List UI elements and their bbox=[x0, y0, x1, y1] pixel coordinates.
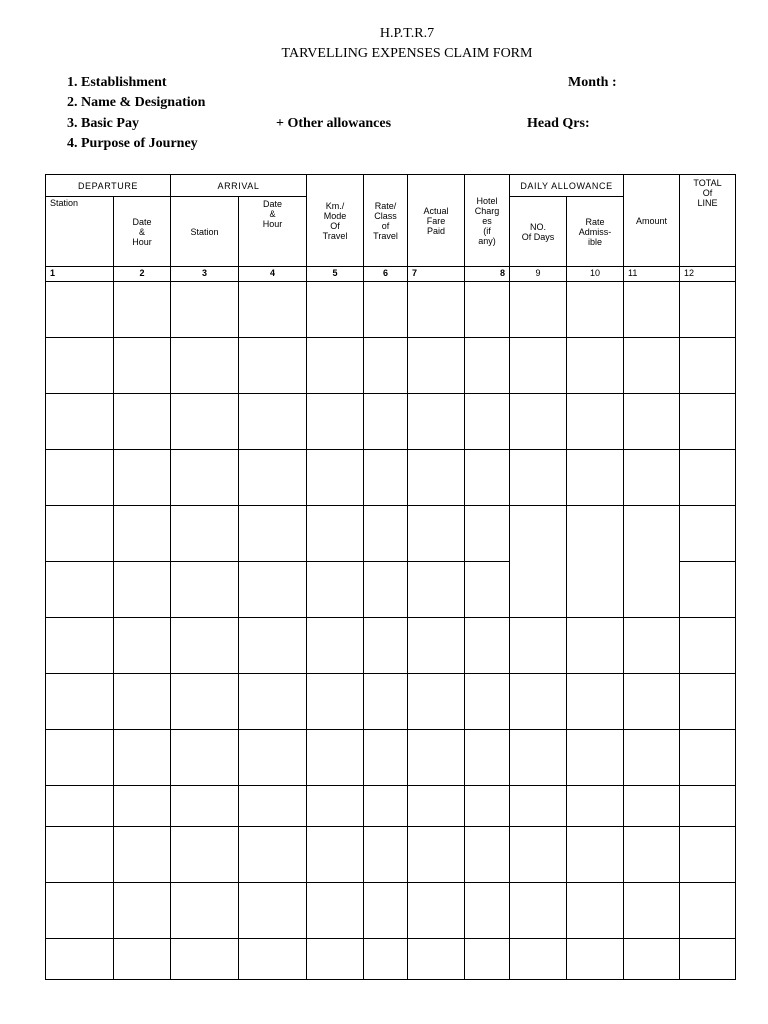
departure-date-hour-header: Date & Hour bbox=[114, 197, 171, 267]
entry-cell[interactable] bbox=[239, 827, 307, 883]
entry-cell[interactable] bbox=[624, 618, 680, 674]
form-code: H.P.T.R.7 bbox=[379, 26, 435, 41]
entry-cell[interactable] bbox=[171, 786, 239, 827]
entry-cell[interactable] bbox=[171, 730, 239, 786]
entry-cell[interactable] bbox=[364, 450, 408, 506]
entry-cell[interactable] bbox=[364, 338, 408, 394]
entry-cell[interactable] bbox=[510, 282, 567, 338]
entry-cell[interactable] bbox=[171, 282, 239, 338]
entry-cell[interactable] bbox=[171, 562, 239, 618]
entry-cell[interactable] bbox=[307, 282, 364, 338]
entry-cell[interactable] bbox=[567, 786, 624, 827]
entry-cell[interactable] bbox=[567, 562, 624, 618]
entry-cell[interactable] bbox=[46, 827, 114, 883]
entry-cell[interactable] bbox=[307, 786, 364, 827]
entry-cell[interactable] bbox=[624, 730, 680, 786]
entry-cell[interactable] bbox=[624, 939, 680, 980]
entry-cell[interactable] bbox=[624, 338, 680, 394]
entry-cell[interactable] bbox=[680, 786, 736, 827]
entry-row bbox=[46, 450, 736, 506]
entry-cell[interactable] bbox=[307, 827, 364, 883]
entry-cell[interactable] bbox=[307, 939, 364, 980]
entry-cell[interactable] bbox=[46, 674, 114, 730]
entry-cell[interactable] bbox=[567, 674, 624, 730]
entry-cell[interactable] bbox=[239, 562, 307, 618]
column-number: 12 bbox=[680, 267, 736, 282]
departure-header: DEPARTURE bbox=[46, 175, 171, 197]
entry-cell[interactable] bbox=[364, 562, 408, 618]
entry-cell[interactable] bbox=[307, 506, 364, 562]
entry-cell[interactable] bbox=[680, 394, 736, 450]
column-number: 7 bbox=[408, 267, 465, 282]
entry-rows bbox=[46, 282, 736, 980]
entry-cell[interactable] bbox=[239, 450, 307, 506]
entry-cell[interactable] bbox=[364, 282, 408, 338]
entry-cell[interactable] bbox=[465, 562, 510, 618]
entry-cell[interactable] bbox=[364, 506, 408, 562]
entry-cell[interactable] bbox=[510, 618, 567, 674]
entry-cell[interactable] bbox=[624, 562, 680, 618]
head-qrs-label: Head Qrs: bbox=[527, 116, 590, 131]
entry-cell[interactable] bbox=[239, 506, 307, 562]
entry-cell[interactable] bbox=[680, 827, 736, 883]
entry-row bbox=[46, 883, 736, 939]
arrival-station-header: Station bbox=[171, 197, 239, 267]
column-number: 1 bbox=[46, 267, 114, 282]
entry-cell[interactable] bbox=[624, 786, 680, 827]
entry-cell[interactable] bbox=[364, 883, 408, 939]
entry-row bbox=[46, 730, 736, 786]
rate-class-header: Rate/ Class of Travel bbox=[364, 175, 408, 267]
entry-cell[interactable] bbox=[680, 450, 736, 506]
establishment-label: 1. Establishment bbox=[67, 75, 167, 90]
entry-cell[interactable] bbox=[567, 883, 624, 939]
entry-cell[interactable] bbox=[171, 450, 239, 506]
entry-cell[interactable] bbox=[680, 562, 736, 618]
entry-cell[interactable] bbox=[510, 394, 567, 450]
arrival-header: ARRIVAL bbox=[171, 175, 307, 197]
hotel-charges-header: Hotel Charg es (if any) bbox=[465, 175, 510, 267]
entry-cell[interactable] bbox=[114, 338, 171, 394]
entry-cell[interactable] bbox=[114, 450, 171, 506]
entry-row bbox=[46, 618, 736, 674]
entry-cell[interactable] bbox=[680, 674, 736, 730]
entry-cell[interactable] bbox=[307, 562, 364, 618]
entry-cell[interactable] bbox=[408, 506, 465, 562]
entry-cell[interactable] bbox=[465, 450, 510, 506]
entry-cell[interactable] bbox=[114, 506, 171, 562]
entry-row bbox=[46, 786, 736, 827]
entry-cell[interactable] bbox=[408, 450, 465, 506]
entry-cell[interactable] bbox=[680, 730, 736, 786]
entry-cell[interactable] bbox=[408, 939, 465, 980]
entry-cell[interactable] bbox=[171, 618, 239, 674]
column-number: 3 bbox=[171, 267, 239, 282]
entry-cell[interactable] bbox=[465, 730, 510, 786]
entry-cell[interactable] bbox=[465, 282, 510, 338]
amount-header: Amount bbox=[624, 175, 680, 267]
entry-cell[interactable] bbox=[408, 394, 465, 450]
entry-cell[interactable] bbox=[114, 939, 171, 980]
entry-cell[interactable] bbox=[239, 618, 307, 674]
entry-cell[interactable] bbox=[510, 827, 567, 883]
entry-cell[interactable] bbox=[624, 883, 680, 939]
daily-allowance-header: DAILY ALLOWANCE bbox=[510, 175, 624, 197]
entry-cell[interactable] bbox=[171, 506, 239, 562]
entry-cell[interactable] bbox=[510, 450, 567, 506]
entry-cell[interactable] bbox=[46, 282, 114, 338]
entry-row bbox=[46, 827, 736, 883]
entry-cell[interactable] bbox=[364, 939, 408, 980]
arrival-date-hour-header: Date & Hour bbox=[239, 197, 307, 267]
entry-cell[interactable] bbox=[307, 338, 364, 394]
entry-cell[interactable] bbox=[408, 883, 465, 939]
entry-cell[interactable] bbox=[364, 786, 408, 827]
entry-cell[interactable] bbox=[114, 786, 171, 827]
expenses-table bbox=[45, 174, 736, 980]
entry-cell[interactable] bbox=[114, 674, 171, 730]
entry-cell[interactable] bbox=[465, 939, 510, 980]
entry-cell[interactable] bbox=[465, 883, 510, 939]
entry-cell[interactable] bbox=[510, 674, 567, 730]
entry-cell[interactable] bbox=[46, 883, 114, 939]
entry-cell[interactable] bbox=[46, 394, 114, 450]
entry-cell[interactable] bbox=[239, 282, 307, 338]
entry-cell[interactable] bbox=[408, 827, 465, 883]
entry-cell[interactable] bbox=[408, 730, 465, 786]
entry-cell[interactable] bbox=[408, 338, 465, 394]
departure-station-header: Station bbox=[46, 197, 114, 267]
km-mode-header: Km./ Mode Of Travel bbox=[307, 175, 364, 267]
entry-cell[interactable] bbox=[567, 730, 624, 786]
entry-cell[interactable] bbox=[307, 394, 364, 450]
entry-cell[interactable] bbox=[171, 827, 239, 883]
entry-cell[interactable] bbox=[239, 730, 307, 786]
entry-row bbox=[46, 562, 736, 618]
entry-cell[interactable] bbox=[364, 394, 408, 450]
entry-cell[interactable] bbox=[465, 394, 510, 450]
entry-row bbox=[46, 939, 736, 980]
entry-cell[interactable] bbox=[624, 394, 680, 450]
entry-cell[interactable] bbox=[307, 730, 364, 786]
entry-cell[interactable] bbox=[567, 450, 624, 506]
entry-cell[interactable] bbox=[465, 618, 510, 674]
entry-cell[interactable] bbox=[567, 827, 624, 883]
entry-cell[interactable] bbox=[46, 939, 114, 980]
entry-cell[interactable] bbox=[114, 282, 171, 338]
entry-row bbox=[46, 506, 736, 562]
entry-cell[interactable] bbox=[46, 562, 114, 618]
entry-cell[interactable] bbox=[114, 618, 171, 674]
entry-cell[interactable] bbox=[465, 786, 510, 827]
entry-cell[interactable] bbox=[408, 562, 465, 618]
entry-cell[interactable] bbox=[307, 618, 364, 674]
entry-cell[interactable] bbox=[239, 394, 307, 450]
column-number: 4 bbox=[239, 267, 307, 282]
entry-cell[interactable] bbox=[46, 618, 114, 674]
entry-cell[interactable] bbox=[567, 394, 624, 450]
entry-cell[interactable] bbox=[680, 939, 736, 980]
entry-cell[interactable] bbox=[408, 618, 465, 674]
entry-cell[interactable] bbox=[567, 618, 624, 674]
month-label: Month : bbox=[568, 75, 617, 90]
entry-cell[interactable] bbox=[239, 883, 307, 939]
entry-cell[interactable] bbox=[239, 674, 307, 730]
entry-cell[interactable] bbox=[46, 506, 114, 562]
purpose-of-journey-label: 4. Purpose of Journey bbox=[67, 136, 198, 151]
name-designation-label: 2. Name & Designation bbox=[67, 95, 206, 110]
entry-cell[interactable] bbox=[567, 282, 624, 338]
entry-cell[interactable] bbox=[46, 730, 114, 786]
entry-cell[interactable] bbox=[114, 883, 171, 939]
entry-cell[interactable] bbox=[680, 883, 736, 939]
column-number: 5 bbox=[307, 267, 364, 282]
entry-cell[interactable] bbox=[239, 786, 307, 827]
basic-pay-label: 3. Basic Pay bbox=[67, 116, 139, 131]
entry-cell[interactable] bbox=[114, 730, 171, 786]
entry-row bbox=[46, 338, 736, 394]
entry-cell[interactable] bbox=[465, 338, 510, 394]
entry-cell[interactable] bbox=[307, 674, 364, 730]
entry-cell[interactable] bbox=[624, 282, 680, 338]
entry-row bbox=[46, 394, 736, 450]
entry-cell[interactable] bbox=[408, 282, 465, 338]
entry-cell[interactable] bbox=[408, 674, 465, 730]
entry-cell[interactable] bbox=[46, 450, 114, 506]
entry-cell[interactable] bbox=[307, 450, 364, 506]
entry-cell[interactable] bbox=[239, 338, 307, 394]
entry-cell[interactable] bbox=[171, 883, 239, 939]
entry-cell[interactable] bbox=[465, 506, 510, 562]
column-number-row bbox=[46, 267, 736, 282]
entry-cell[interactable] bbox=[567, 506, 624, 562]
entry-cell[interactable] bbox=[46, 786, 114, 827]
entry-cell[interactable] bbox=[567, 338, 624, 394]
entry-cell[interactable] bbox=[408, 786, 465, 827]
entry-cell[interactable] bbox=[239, 939, 307, 980]
entry-cell[interactable] bbox=[680, 506, 736, 562]
column-number: 10 bbox=[567, 267, 624, 282]
entry-cell[interactable] bbox=[364, 730, 408, 786]
entry-cell[interactable] bbox=[624, 674, 680, 730]
column-number: 2 bbox=[114, 267, 171, 282]
entry-cell[interactable] bbox=[510, 562, 567, 618]
entry-cell[interactable] bbox=[624, 827, 680, 883]
entry-cell[interactable] bbox=[171, 394, 239, 450]
total-of-line-header: TOTAL Of LINE bbox=[680, 175, 736, 267]
entry-cell[interactable] bbox=[680, 282, 736, 338]
entry-cell[interactable] bbox=[171, 338, 239, 394]
entry-cell[interactable] bbox=[624, 506, 680, 562]
entry-cell[interactable] bbox=[510, 786, 567, 827]
entry-cell[interactable] bbox=[680, 338, 736, 394]
entry-cell[interactable] bbox=[307, 883, 364, 939]
other-allowances-label: + Other allowances bbox=[276, 116, 392, 131]
entry-cell[interactable] bbox=[171, 939, 239, 980]
entry-cell[interactable] bbox=[567, 939, 624, 980]
entry-cell[interactable] bbox=[364, 618, 408, 674]
no-of-days-header: NO. Of Days bbox=[510, 197, 567, 267]
entry-cell[interactable] bbox=[680, 618, 736, 674]
entry-cell[interactable] bbox=[364, 827, 408, 883]
column-number: 9 bbox=[510, 267, 567, 282]
entry-cell[interactable] bbox=[510, 939, 567, 980]
entry-cell[interactable] bbox=[46, 338, 114, 394]
entry-cell[interactable] bbox=[510, 730, 567, 786]
entry-cell[interactable] bbox=[465, 674, 510, 730]
entry-cell[interactable] bbox=[114, 394, 171, 450]
entry-cell[interactable] bbox=[465, 827, 510, 883]
entry-cell[interactable] bbox=[510, 883, 567, 939]
entry-cell[interactable] bbox=[510, 506, 567, 562]
column-number: 8 bbox=[465, 267, 510, 282]
column-number: 11 bbox=[624, 267, 680, 282]
entry-cell[interactable] bbox=[364, 674, 408, 730]
entry-cell[interactable] bbox=[510, 338, 567, 394]
entry-cell[interactable] bbox=[171, 674, 239, 730]
form-title: TARVELLING EXPENSES CLAIM FORM bbox=[281, 46, 533, 61]
entry-cell[interactable] bbox=[624, 450, 680, 506]
column-number: 6 bbox=[364, 267, 408, 282]
entry-row bbox=[46, 674, 736, 730]
rate-admissible-header: Rate Admiss- ible bbox=[567, 197, 624, 267]
entry-cell[interactable] bbox=[114, 562, 171, 618]
actual-fare-header: Actual Fare Paid bbox=[408, 175, 465, 267]
entry-row bbox=[46, 282, 736, 338]
entry-cell[interactable] bbox=[114, 827, 171, 883]
